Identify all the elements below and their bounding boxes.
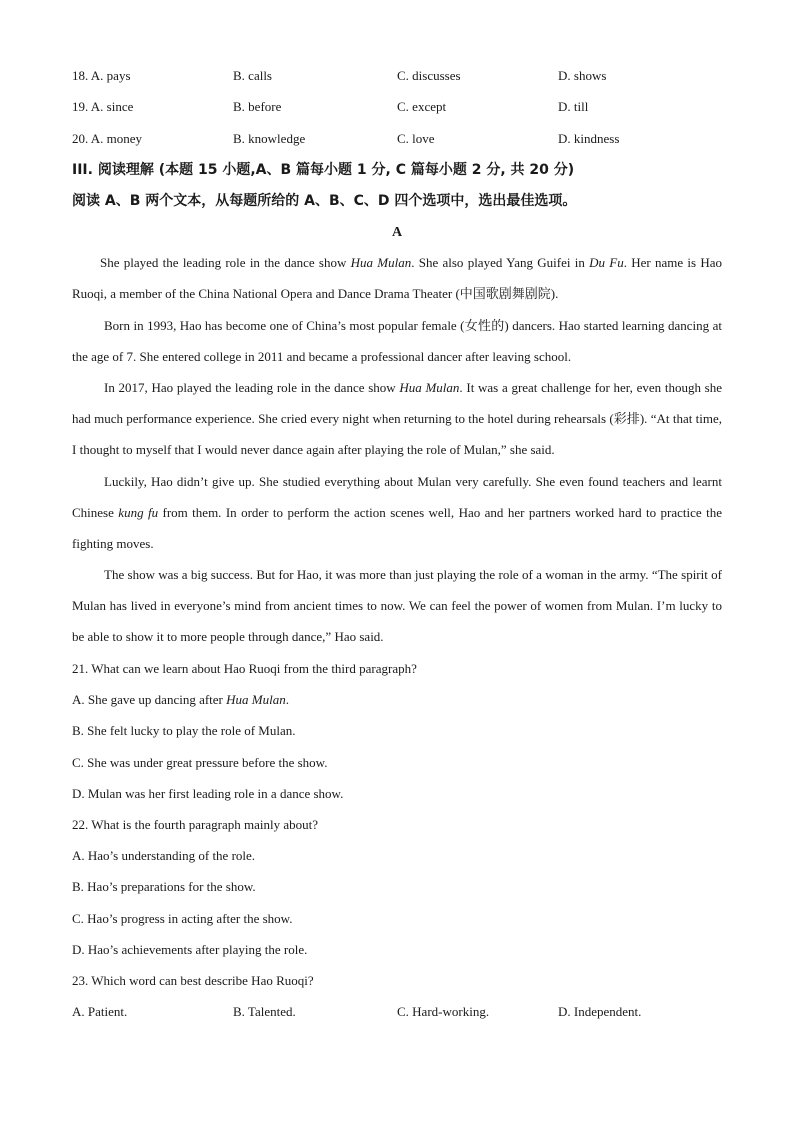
question-23-options bbox=[72, 1002, 732, 1022]
option-a: 18. A. pays bbox=[72, 68, 131, 83]
section-heading: III. 阅读理解 (本题 15 小题,A、B 篇每小题 1 分, C 篇每小题 2 分, 共 20 分) bbox=[72, 162, 575, 178]
option-c: C. love bbox=[397, 131, 435, 146]
question-22-stem: 22. What is the fourth paragraph mainly about? bbox=[72, 817, 318, 832]
paragraph-2: Born in 1993, Hao has become one of China’s most popular female (女性的) dancers. Hao started learning dancing at the age of 7. She entered college in 2011 and became a professional dancer after leaving school. bbox=[72, 318, 722, 364]
option-c: C. Hard-working. bbox=[397, 1004, 490, 1019]
question-20-options bbox=[72, 129, 732, 149]
question-21-option-c: C. She was under great pressure before the show. bbox=[72, 755, 328, 770]
option-c: C. discusses bbox=[397, 68, 461, 83]
option-d: D. Independent. bbox=[558, 1004, 642, 1019]
option-b: B. Talented. bbox=[233, 1004, 296, 1019]
question-21-option-a: A. She gave up dancing after Hua Mulan. bbox=[72, 692, 289, 707]
paragraph-1: She played the leading role in the dance show Hua Mulan. She also played Yang Guifei in Du Fu. Her name is Hao Ruoqi, a member of the China National Opera and Dance Drama Theater (中国歌剧舞剧院). bbox=[72, 255, 722, 301]
option-b: B. before bbox=[233, 99, 282, 114]
paragraph-4: Luckily, Hao didn’t give up. She studied everything about Mulan very carefully. She even found teachers and learnt Chinese kung fu from them. In order to perform the action scenes well, Hao and her partners worked hard to practice the fighting moves. bbox=[72, 474, 722, 551]
option-a: 19. A. since bbox=[72, 99, 134, 114]
question-21-stem: 21. What can we learn about Hao Ruoqi from the third paragraph? bbox=[72, 661, 417, 676]
option-a: A. Patient. bbox=[72, 1004, 128, 1019]
question-21-option-b: B. She felt lucky to play the role of Mulan. bbox=[72, 723, 296, 738]
paragraph-5: The show was a big success. But for Hao, it was more than just playing the role of a woman in the army. “The spirit of Mulan has lived in everyone’s mind from ancient times to now. We can feel the power of women from Mulan. I’m lucky to be able to show it to more people through dance,” Hao said. bbox=[72, 567, 722, 644]
option-b: B. calls bbox=[233, 68, 272, 83]
option-d: D. till bbox=[558, 99, 589, 114]
question-18-options bbox=[72, 66, 732, 86]
passage-title: A bbox=[391, 225, 403, 240]
option-d: D. shows bbox=[558, 68, 607, 83]
option-c: C. except bbox=[397, 99, 447, 114]
option-a: 20. A. money bbox=[72, 131, 143, 146]
question-23-stem: 23. Which word can best describe Hao Ruoqi? bbox=[72, 973, 314, 988]
question-22-option-a: A. Hao’s understanding of the role. bbox=[72, 848, 256, 863]
question-21-option-d: D. Mulan was her first leading role in a dance show. bbox=[72, 786, 344, 801]
paragraph-3: In 2017, Hao played the leading role in the dance show Hua Mulan. It was a great challenge for her, even though she had much performance experience. She cried every night when returning to the hotel during rehearsals (彩排). “At that time, I thought to myself that I would never dance again after playing the role of Mulan,” she said. bbox=[72, 380, 722, 457]
question-22-option-d: D. Hao’s achievements after playing the role. bbox=[72, 942, 308, 957]
question-22-option-b: B. Hao’s preparations for the show. bbox=[72, 879, 256, 894]
section-instruction: 阅读 A、B 两个文本，从每题所给的 A、B、C、D 四个选项中，选出最佳选项。 bbox=[72, 193, 577, 209]
option-b: B. knowledge bbox=[233, 131, 306, 146]
question-22-option-c: C. Hao’s progress in acting after the show. bbox=[72, 911, 293, 926]
option-d: D. kindness bbox=[558, 131, 620, 146]
question-19-options bbox=[72, 97, 732, 117]
